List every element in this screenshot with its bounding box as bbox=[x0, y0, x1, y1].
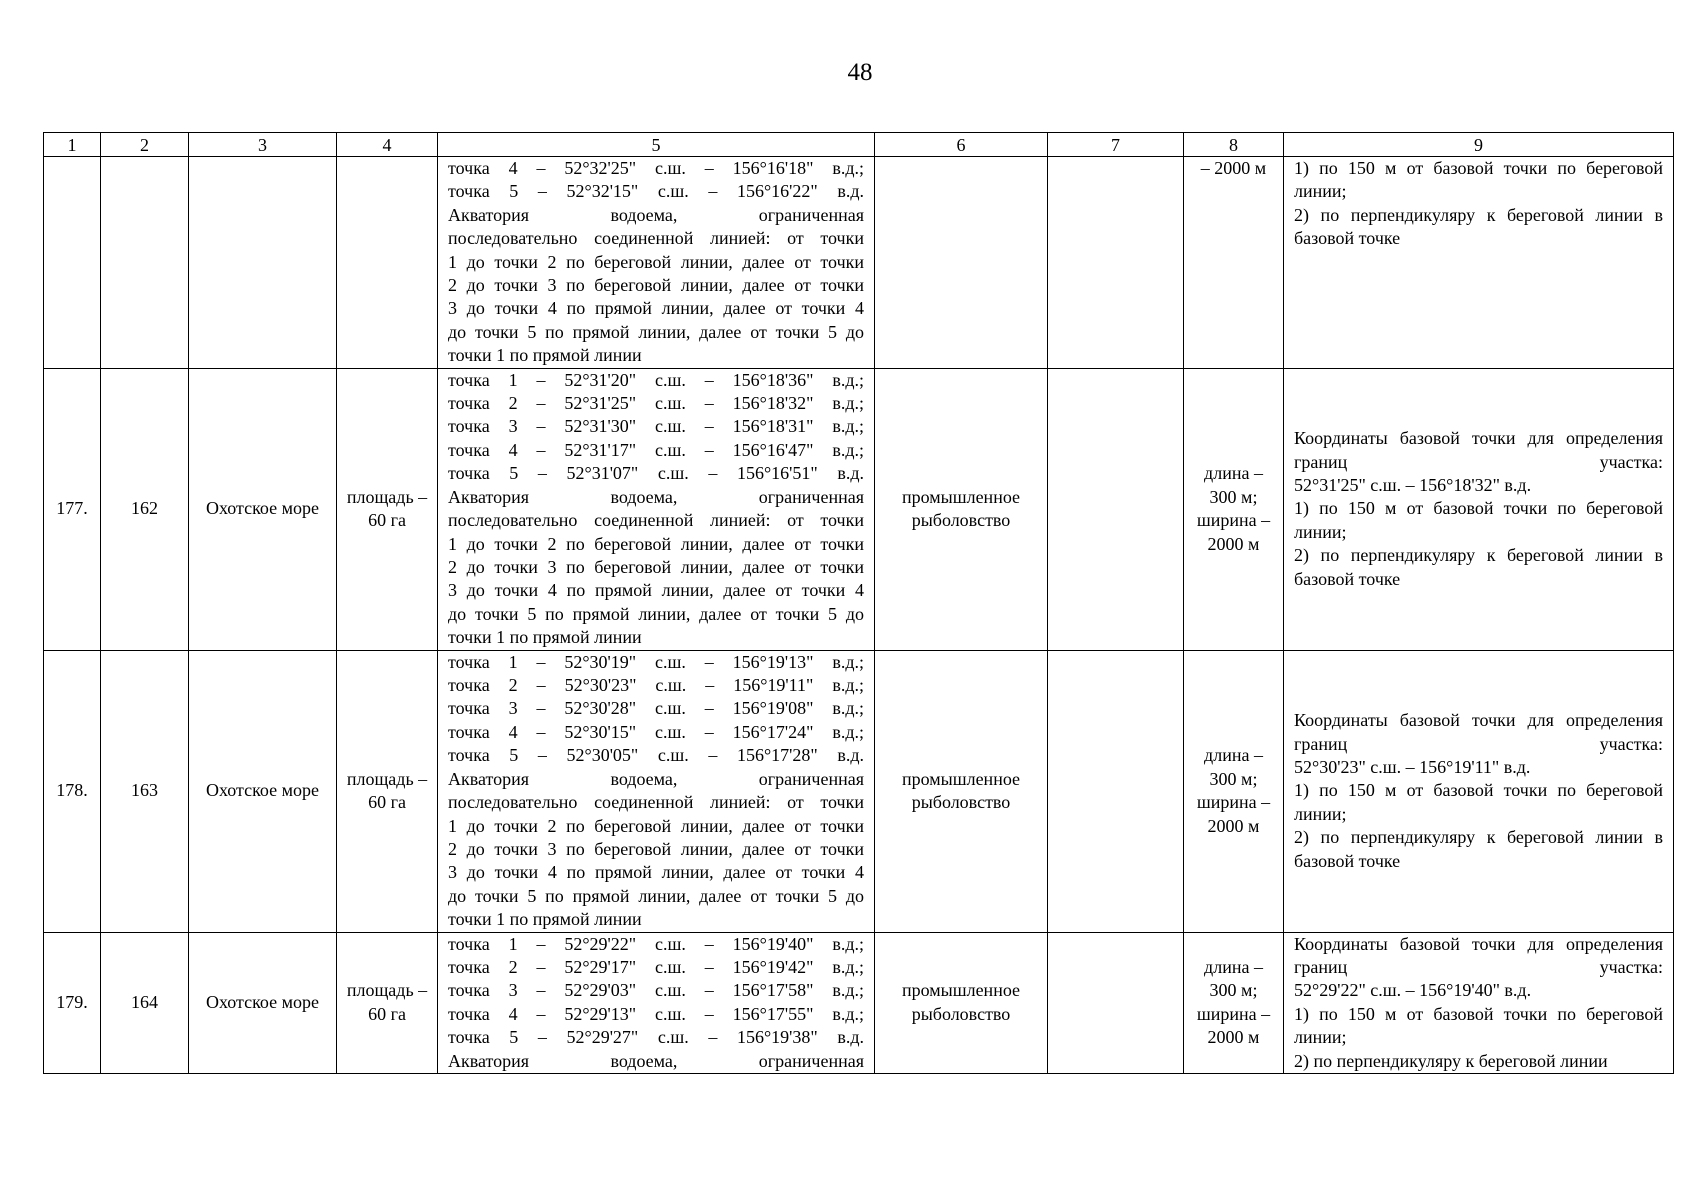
description-line: Акватория водоема, ограниченная bbox=[448, 1050, 864, 1071]
point-coordinate: точка 3 – 52°29'03" с.ш. – 156°17'58" в.д.; bbox=[448, 980, 864, 1001]
description-line: 1 до точки 2 по береговой линии, далее от точки bbox=[448, 815, 864, 836]
point-coordinate: точка 5 – 52°32'15" с.ш. – 156°16'22" в.д. bbox=[448, 181, 864, 202]
description-line: 3 до точки 4 по прямой линии, далее от точки 4 bbox=[448, 298, 864, 319]
description-line: 2 до точки 3 по береговой линии, далее от точки bbox=[448, 556, 864, 577]
boundary-description bbox=[438, 157, 875, 369]
point-coordinate: точка 1 – 52°29'22" с.ш. – 156°19'40" в.д.; bbox=[448, 933, 864, 954]
note-line: 2) по перпендикуляру к береговой линии в базовой точке bbox=[1294, 827, 1663, 871]
row-number: 178. bbox=[44, 650, 101, 932]
notes bbox=[1284, 932, 1674, 1073]
point-coordinate: точка 1 – 52°30'19" с.ш. – 156°19'13" в.д.; bbox=[448, 651, 864, 672]
notes bbox=[1284, 650, 1674, 932]
note-line: 2) по перпендикуляру к береговой линии в базовой точке bbox=[1294, 545, 1663, 589]
column-7-cell bbox=[1048, 157, 1184, 369]
table-row bbox=[44, 157, 1674, 369]
point-coordinate: точка 4 – 52°31'17" с.ш. – 156°16'47" в.д.; bbox=[448, 439, 864, 460]
dimensions: длина – 300 м; ширина – 2000 м bbox=[1184, 932, 1284, 1073]
description-line: 1 до точки 2 по береговой линии, далее от точки bbox=[448, 533, 864, 554]
site-area: площадь – 60 га bbox=[337, 932, 438, 1073]
site-area: площадь – 60 га bbox=[337, 650, 438, 932]
point-coordinate: точка 5 – 52°30'05" с.ш. – 156°17'28" в.д. bbox=[448, 745, 864, 766]
note-line: Координаты базовой точки для определения границ участка: bbox=[1294, 933, 1663, 978]
column-header: 2 bbox=[101, 133, 189, 157]
point-coordinate: точка 4 – 52°30'15" с.ш. – 156°17'24" в.д.; bbox=[448, 721, 864, 742]
purpose: промышленное рыболовство bbox=[875, 368, 1048, 650]
description-line: последовательно соединенной линией: от точки bbox=[448, 792, 864, 813]
point-coordinate: точка 1 – 52°31'20" с.ш. – 156°18'36" в.д.; bbox=[448, 369, 864, 390]
note-line: 1) по 150 м от базовой точки по береговой линии; bbox=[1294, 1003, 1663, 1048]
water-body: Охотское море bbox=[189, 650, 337, 932]
column-header: 6 bbox=[875, 133, 1048, 157]
table-row bbox=[44, 932, 1674, 1073]
point-coordinate: точка 2 – 52°31'25" с.ш. – 156°18'32" в.д.; bbox=[448, 393, 864, 414]
point-coordinate: точка 5 – 52°31'07" с.ш. – 156°16'51" в.д. bbox=[448, 463, 864, 484]
column-7-cell bbox=[1048, 932, 1184, 1073]
site-id: 163 bbox=[101, 650, 189, 932]
column-header: 8 bbox=[1184, 133, 1284, 157]
boundary-description bbox=[438, 932, 875, 1073]
point-coordinate: точка 3 – 52°31'30" с.ш. – 156°18'31" в.д.; bbox=[448, 416, 864, 437]
boundary-description bbox=[438, 368, 875, 650]
note-line: 1) по 150 м от базовой точки по береговой линии; bbox=[1294, 158, 1663, 202]
description-line: 3 до точки 4 по прямой линии, далее от точки 4 bbox=[448, 862, 864, 883]
point-coordinate: точка 4 – 52°32'25" с.ш. – 156°16'18" в.д.; bbox=[448, 158, 864, 178]
dimensions: – 2000 м bbox=[1184, 157, 1284, 369]
column-7-cell bbox=[1048, 650, 1184, 932]
dimensions: длина – 300 м; ширина – 2000 м bbox=[1184, 650, 1284, 932]
site-area bbox=[337, 157, 438, 369]
description-line: последовательно соединенной линией: от точки bbox=[448, 510, 864, 531]
purpose bbox=[875, 157, 1048, 369]
description-line: последовательно соединенной линией: от точки bbox=[448, 228, 864, 249]
description-line: Акватория водоема, ограниченная bbox=[448, 486, 864, 507]
point-coordinate: точка 3 – 52°30'28" с.ш. – 156°19'08" в.д.; bbox=[448, 698, 864, 719]
row-number: 179. bbox=[44, 932, 101, 1073]
site-id: 164 bbox=[101, 932, 189, 1073]
description-line: точки 1 по прямой линии bbox=[448, 909, 642, 930]
note-line: 52°31'25" с.ш. – 156°18'32" в.д. bbox=[1294, 475, 1532, 496]
column-header: 5 bbox=[438, 133, 875, 157]
table-row bbox=[44, 650, 1674, 932]
site-area: площадь – 60 га bbox=[337, 368, 438, 650]
note-line: 52°29'22" с.ш. – 156°19'40" в.д. bbox=[1294, 980, 1532, 1001]
point-coordinate: точка 5 – 52°29'27" с.ш. – 156°19'38" в.д. bbox=[448, 1027, 864, 1048]
description-line: до точки 5 по прямой линии, далее от точки 5 до bbox=[448, 885, 864, 906]
point-coordinate: точка 2 – 52°29'17" с.ш. – 156°19'42" в.д.; bbox=[448, 957, 864, 978]
note-line: 2) по перпендикуляру к береговой линии bbox=[1294, 1050, 1608, 1071]
column-7-cell bbox=[1048, 368, 1184, 650]
water-body: Охотское море bbox=[189, 368, 337, 650]
boundary-description bbox=[438, 650, 875, 932]
note-line: 1) по 150 м от базовой точки по береговой линии; bbox=[1294, 780, 1663, 824]
description-line: 2 до точки 3 по береговой линии, далее от точки bbox=[448, 838, 864, 859]
note-line: 52°30'23" с.ш. – 156°19'11" в.д. bbox=[1294, 757, 1531, 778]
column-header: 7 bbox=[1048, 133, 1184, 157]
row-number: 177. bbox=[44, 368, 101, 650]
column-header: 1 bbox=[44, 133, 101, 157]
description-line: 2 до точки 3 по береговой линии, далее от точки bbox=[448, 275, 864, 296]
page-number: 48 bbox=[847, 59, 873, 86]
data-table bbox=[43, 132, 1674, 1074]
table-row bbox=[44, 368, 1674, 650]
description-line: точки 1 по прямой линии bbox=[448, 627, 642, 648]
note-line: 2) по перпендикуляру к береговой линии в базовой точке bbox=[1294, 204, 1663, 249]
point-coordinate: точка 2 – 52°30'23" с.ш. – 156°19'11" в.д.; bbox=[448, 675, 864, 696]
column-header: 9 bbox=[1284, 133, 1674, 157]
site-id: 162 bbox=[101, 368, 189, 650]
note-line: 1) по 150 м от базовой точки по береговой линии; bbox=[1294, 498, 1663, 542]
dimensions: длина – 300 м; ширина – 2000 м bbox=[1184, 368, 1284, 650]
purpose: промышленное рыболовство bbox=[875, 650, 1048, 932]
description-line: 1 до точки 2 по береговой линии, далее от точки bbox=[448, 251, 864, 272]
purpose: промышленное рыболовство bbox=[875, 932, 1048, 1073]
notes bbox=[1284, 368, 1674, 650]
point-coordinate: точка 4 – 52°29'13" с.ш. – 156°17'55" в.д.; bbox=[448, 1003, 864, 1024]
column-header: 4 bbox=[337, 133, 438, 157]
row-number bbox=[44, 157, 101, 369]
notes bbox=[1284, 157, 1674, 369]
description-line: Акватория водоема, ограниченная bbox=[448, 768, 864, 789]
note-line: Координаты базовой точки для определения границ участка: bbox=[1294, 710, 1663, 754]
description-line: Акватория водоема, ограниченная bbox=[448, 204, 864, 225]
column-header: 3 bbox=[189, 133, 337, 157]
description-line: точки 1 по прямой линии bbox=[448, 345, 642, 366]
water-body: Охотское море bbox=[189, 932, 337, 1073]
site-id bbox=[101, 157, 189, 369]
description-line: до точки 5 по прямой линии, далее от точки 5 до bbox=[448, 603, 864, 624]
table-header-row bbox=[44, 133, 1674, 157]
description-line: 3 до точки 4 по прямой линии, далее от точки 4 bbox=[448, 580, 864, 601]
note-line: Координаты базовой точки для определения границ участка: bbox=[1294, 428, 1663, 472]
description-line: до точки 5 по прямой линии, далее от точки 5 до bbox=[448, 321, 864, 342]
water-body bbox=[189, 157, 337, 369]
